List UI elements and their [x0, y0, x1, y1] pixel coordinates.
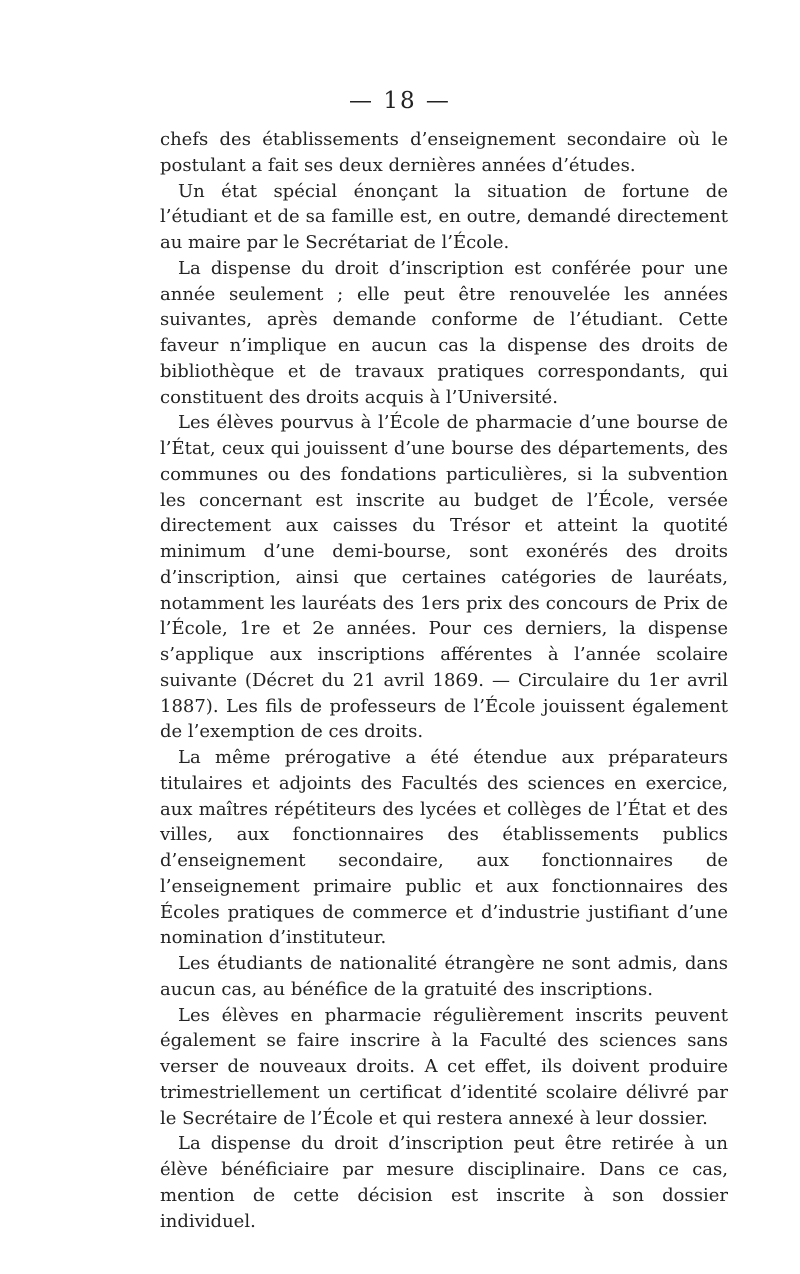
- paragraph-6: Les étudiants de nationalité étrangère ne sont admis, dans aucun cas, au bénéfice de la gratuité des inscriptions.: [160, 953, 728, 1000]
- paragraph-1: chefs des établissements d’enseignement secondaire où le postulant a fait ses deux dernières années d’études.: [160, 129, 728, 176]
- page-number: — 18 —: [349, 88, 451, 114]
- paragraph-4: Les élèves pourvus à l’École de pharmacie d’une bourse de l’État, ceux qui jouissent d’une bourse des départements, des communes ou des fondations particulières, si la subvention les concernant est inscrite au budget de l’École, versée directement aux caisses du Trésor et atteint la quotité minimum d’une demi-bourse, sont exonérés des droits d’inscription, ainsi que certaines catégories de lauréats, notamment les lauréats des 1ers prix des concours de Prix de l’École, 1re et 2e années. Pour ces derniers, la dispense s’applique aux inscriptions afférentes à l’année scolaire suivante (Décret du 21 avril 1869. — Circulaire du 1er avril 1887). Les fils de professeurs de l’École jouissent également de l’exemption de ces droits.: [160, 412, 728, 743]
- paragraph-3: La dispense du droit d’inscription est conférée pour une année seulement ; elle peut être renouvelée les années suivantes, après demande conforme de l’étudiant. Cette faveur n’implique en aucun cas la dispense des droits de bibliothèque et de travaux pratiques correspondants, qui constituent des droits acquis à l’Université.: [160, 257, 728, 408]
- body-text: [160, 127, 728, 1234]
- paragraph-8: La dispense du droit d’inscription peut être retirée à un élève bénéficiaire par mesure disciplinaire. Dans ce cas, mention de cette décision est inscrite à son dossier individuel.: [160, 1133, 728, 1232]
- paragraph-5: La même prérogative a été étendue aux préparateurs titulaires et adjoints des Facultés des sciences en exercice, aux maîtres répétiteurs des lycées et collèges de l’État et des villes, aux fonctionnaires des établissements publics d’enseignement secondaire, aux fonctionnaires de l’enseignement primaire public et aux fonctionnaires des Écoles pratiques de commerce et d’industrie justifiant d’une nomination d’instituteur.: [160, 747, 728, 949]
- paragraph-2: Un état spécial énonçant la situation de fortune de l’étudiant et de sa famille est, en outre, demandé directement au maire par le Secrétariat de l’École.: [160, 180, 728, 253]
- paragraph-7: Les élèves en pharmacie régulièrement inscrits peuvent également se faire inscrire à la Faculté des sciences sans verser de nouveaux droits. A cet effet, ils doivent produire trimestriellement un certificat d’identité scolaire délivré par le Secrétaire de l’École et qui restera annexé à leur dossier.: [160, 1004, 728, 1129]
